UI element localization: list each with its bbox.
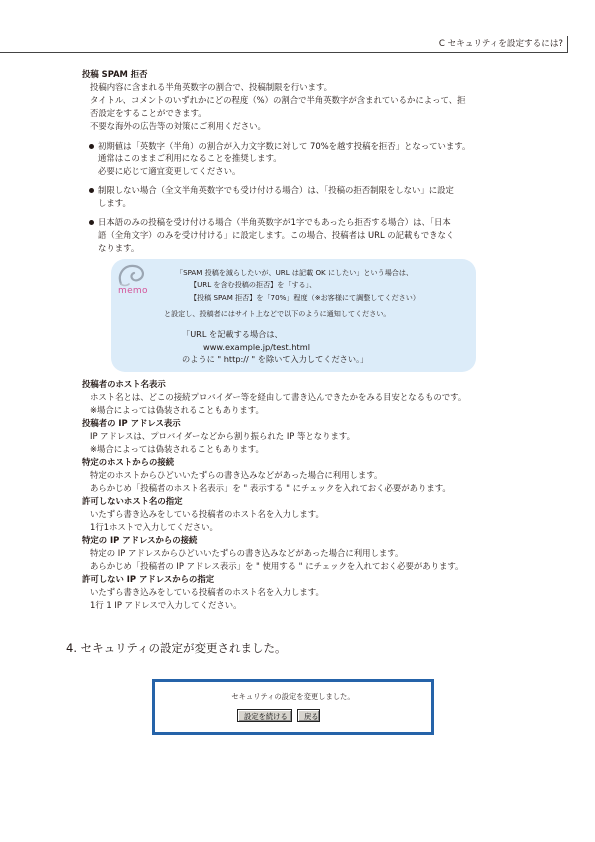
step-number: 4.	[66, 641, 77, 655]
setting-description-line: あらかじめ「投稿者の IP アドレス表示」を " 使用する " にチェックを入れておく必要があります。	[90, 560, 464, 571]
memo-line: 【投稿 SPAM 拒否】を「70%」程度（※お客様にて調整してください）	[190, 292, 420, 302]
bullet-dot	[89, 220, 94, 225]
setting-description-line: ホスト名とは、どこの接続プロバイダー等を経由して書き込んできたかをみる目安となるものです。	[90, 391, 467, 402]
confirmation-dialog	[152, 679, 434, 735]
bullet-line: 制限しない場合（全文半角英数字でも受け付ける場合）は、「投稿の拒否制限をしない」に設定	[98, 184, 454, 195]
bullet-line: します。	[98, 197, 131, 208]
page-header	[0, 36, 568, 53]
notice-line: のように " http:// " を除いて入力してください。」	[182, 353, 369, 364]
setting-description-line: IP アドレスは、プロバイダーなどから割り振られた IP 等となります。	[90, 430, 355, 441]
setting-description-line: 1行1ホストで入力してください。	[90, 521, 218, 532]
step-heading	[66, 640, 287, 656]
setting-description-line: 特定の IP アドレスからひどいいたずらの書き込みなどがあった場合に利用します。	[90, 547, 404, 558]
setting-heading: 許可しないホスト名の指定	[82, 495, 183, 506]
spam-description-line: 否設定をすることができます。	[90, 107, 207, 118]
notice-url: www.example.jp/test.html	[203, 341, 310, 352]
setting-heading: 許可しない IP アドレスからの指定	[82, 573, 215, 584]
setting-heading: 投稿者のホスト名表示	[82, 378, 166, 389]
bullet-line: 日本語のみの投稿を受け付ける場合（半角英数字が1字でもあったら拒否する場合）は、「日本	[98, 216, 451, 227]
setting-description-line: いたずら書き込みをしている投稿者のホスト名を入力します。	[90, 508, 324, 519]
bullet-line: なります。	[98, 242, 140, 253]
setting-heading: 特定の IP アドレスからの接続	[82, 534, 198, 545]
bullet-line: 必要に応じて適宜変更してください。	[98, 165, 241, 176]
back-button[interactable]: 戻る	[297, 709, 320, 722]
bullet-line: 初期値は「英数字（半角）の割合が入力文字数に対して 70%を越す投稿を拒否」となっています。	[98, 140, 471, 151]
setting-heading: 特定のホストからの接続	[82, 456, 175, 467]
setting-heading: 投稿者の IP アドレス表示	[82, 417, 181, 428]
bullet-dot	[89, 188, 94, 193]
section-heading-spam: 投稿 SPAM 拒否	[82, 68, 148, 79]
notice-line: 「URL を記載する場合は、	[182, 328, 283, 339]
memo-line: と設定し、投稿者にはサイト上などで以下のように通知してください。	[164, 308, 391, 318]
setting-description-line: 特定のホストからひどいいたずらの書き込みなどがあった場合に利用します。	[90, 469, 383, 480]
setting-description-line: いたずら書き込みをしている投稿者のホスト名を入力します。	[90, 586, 324, 597]
memo-line: 「SPAM 投稿を減らしたいが、URL は記載 OK にしたい」という場合は、	[176, 267, 414, 277]
bullet-line: 通常はこのままご利用になることを推奨します。	[98, 152, 282, 163]
bullet-dot	[89, 144, 94, 149]
setting-description-line: ※場合によっては偽装されることもあります。	[90, 404, 264, 415]
setting-description-line: ※場合によっては偽装されることもあります。	[90, 443, 264, 454]
memo-icon	[115, 262, 155, 288]
setting-description-line: あらかじめ「投稿者のホスト名表示」を " 表示する " にチェックを入れておく必要があります。	[90, 482, 451, 493]
continue-settings-button[interactable]: 設定を続ける	[237, 709, 292, 722]
setting-description-line: 1行 1 IP アドレスで入力してください。	[90, 599, 242, 610]
spam-description-line: タイトル、コメントのいずれかにどの程度（%）の割合で半角英数字が含まれているかによって、拒	[90, 94, 466, 105]
memo-label: memo	[118, 286, 148, 296]
spam-description-line: 不要な海外の広告等の対策にご利用ください。	[90, 120, 266, 131]
step-text: セキュリティの設定が変更されました。	[80, 641, 287, 655]
dialog-message: セキュリティの設定を変更しました。	[231, 692, 355, 701]
spam-description-line: 投稿内容に含まれる半角英数字の割合で、投稿制限を行います。	[90, 81, 333, 92]
chapter-title: C セキュリティを設定するには?	[438, 39, 563, 49]
memo-line: 【URL を含む投稿の拒否】を「する」、	[190, 279, 317, 289]
bullet-line: 語（全角文字）のみを受け付ける」に設定します。この場合、投稿者は URL の記載もできなく	[98, 229, 455, 240]
